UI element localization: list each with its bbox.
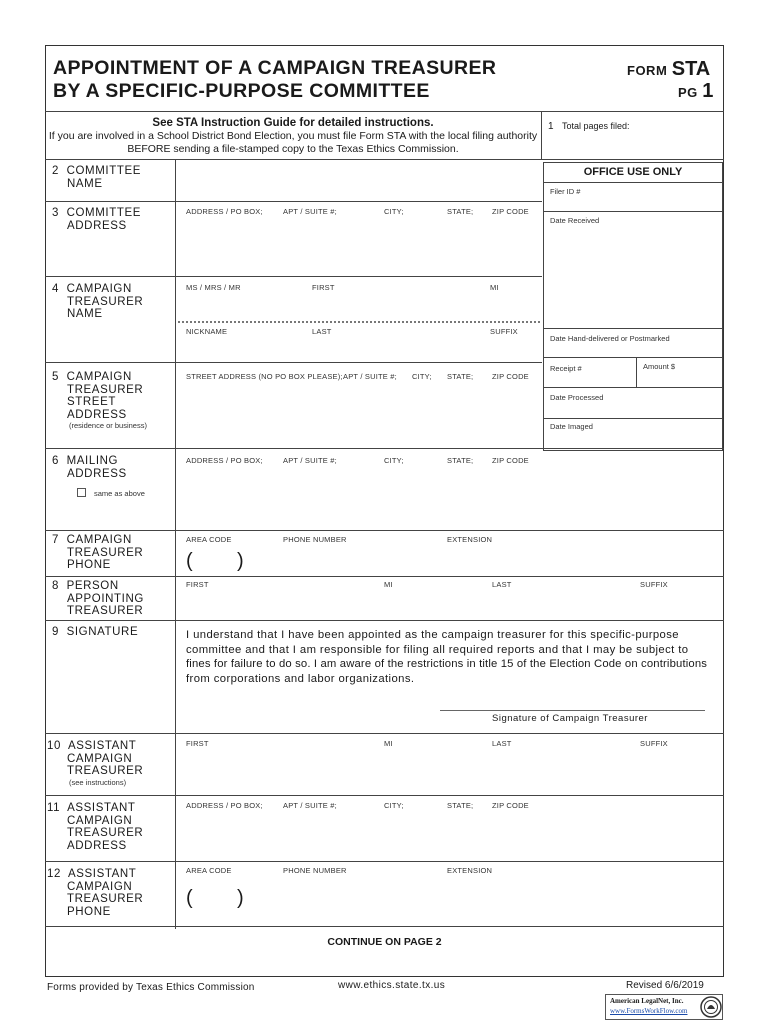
date-hand-delivered-label: Date Hand-delivered or Postmarked	[550, 334, 670, 343]
section-12-label-line4: PHONE	[67, 905, 111, 918]
section-4-label-line1: CAMPAIGN	[66, 283, 132, 295]
s5-note: (residence or business)	[69, 421, 147, 430]
committee-name-field[interactable]	[176, 160, 540, 200]
section-3-label-line2: ADDRESS	[67, 219, 127, 232]
section-7-label-line3: PHONE	[67, 559, 111, 571]
section-12-label-line3: TREASURER	[67, 893, 144, 905]
s8-first-caption: FIRST	[186, 580, 209, 589]
office-divider-a	[543, 182, 723, 183]
s12-area-caption: AREA CODE	[186, 866, 232, 875]
section-8-label	[52, 580, 144, 618]
section-7-label-line1: CAMPAIGN	[66, 534, 132, 546]
s7-area-close-paren: )	[237, 550, 244, 572]
total-pages-field[interactable]	[548, 116, 630, 134]
brand-line2[interactable]: www.FormsWorkFlow.com	[610, 1007, 688, 1015]
s4-suffix-caption: SUFFIX	[490, 327, 518, 336]
filer-id-label: Filer ID #	[550, 187, 581, 196]
section-6-label-line1: MAILING	[66, 455, 119, 467]
s3-apt-caption: APT / SUITE #;	[283, 207, 337, 216]
signature-caption: Signature of Campaign Treasurer	[492, 713, 648, 724]
section-7-label-line2: TREASURER	[67, 546, 144, 559]
assistant-treasurer-name-field[interactable]	[176, 750, 722, 792]
page-label: PG	[678, 85, 698, 100]
office-divider-f	[543, 387, 723, 388]
s4-last-caption: LAST	[312, 327, 332, 336]
instructions-line2: BEFORE sending a file-stamped copy to the Texas Ethics Commission.	[127, 143, 459, 155]
same-as-above-label: same as above	[94, 489, 145, 498]
section-10-label-line3: TREASURER	[67, 765, 144, 777]
s4-dotted-separator	[178, 321, 540, 323]
page-id	[678, 80, 713, 103]
office-use-box	[543, 162, 723, 451]
footer-website: www.ethics.state.tx.us	[338, 980, 446, 991]
s4-mi-caption: MI	[490, 283, 499, 292]
section-8-label-line3: TREASURER	[67, 605, 144, 617]
section-10-label-line2: CAMPAIGN	[67, 752, 133, 765]
assistant-treasurer-address-field[interactable]	[176, 812, 722, 858]
form-id	[627, 58, 710, 81]
instructions-line1: If you are involved in a School District Bond Election, you must file Form STA with the local filing authority	[48, 130, 538, 142]
section-3-label	[52, 207, 141, 232]
s10-first-caption: FIRST	[186, 739, 209, 748]
section-4-label-line3: NAME	[67, 308, 103, 320]
section-3-number: 3	[52, 207, 59, 219]
section-12-number: 12	[47, 868, 61, 880]
s10-note: (see instructions)	[69, 778, 127, 787]
treasurer-statement	[186, 628, 716, 686]
row-divider-7	[45, 576, 724, 577]
continue-note: CONTINUE ON PAGE 2	[327, 936, 442, 948]
s10-suffix-caption: SUFFIX	[640, 739, 668, 748]
s8-last-caption: LAST	[492, 580, 512, 589]
section-8-label-line2: APPOINTING	[67, 592, 144, 605]
s11-address-caption: ADDRESS / PO BOX;	[186, 801, 263, 810]
instructions	[46, 117, 540, 156]
signature-line	[440, 710, 705, 711]
row-divider-9	[45, 733, 724, 734]
section-9-number: 9	[52, 626, 59, 638]
s7-area-caption: AREA CODE	[186, 535, 232, 544]
assistant-treasurer-phone-field[interactable]	[176, 878, 722, 922]
form-label: FORM	[627, 63, 668, 78]
s5-state-caption: STATE;	[447, 372, 474, 381]
instructions-heading: See STA Instruction Guide for detailed instructions.	[152, 117, 434, 129]
section-5-label	[52, 371, 143, 421]
section-8-number: 8	[52, 580, 59, 592]
section-12-label-line1: ASSISTANT	[67, 868, 137, 880]
office-divider-c	[543, 328, 723, 329]
section-11-label-line4: ADDRESS	[67, 839, 127, 852]
total-pages-number: 1	[548, 121, 554, 132]
s11-city-caption: CITY;	[384, 801, 404, 810]
section-5-label-line4: ADDRESS	[67, 408, 127, 421]
section-5-label-line1: CAMPAIGN	[66, 371, 132, 383]
signature-field[interactable]	[440, 690, 705, 710]
statement-line1: I understand that I have been appointed as the campaign treasurer for this specific-purpose	[186, 629, 679, 641]
section-7-number: 7	[52, 534, 59, 546]
date-received-label: Date Received	[550, 216, 600, 225]
office-divider-e	[636, 357, 637, 387]
s5-street-caption: STREET ADDRESS (NO PO BOX PLEASE);	[186, 372, 343, 381]
section-10-label-line1: ASSISTANT	[67, 740, 137, 752]
row-divider-12	[45, 926, 724, 927]
section-6-label	[52, 455, 127, 480]
s3-state-caption: STATE;	[447, 207, 474, 216]
s10-last-caption: LAST	[492, 739, 512, 748]
section-4-label-line2: TREASURER	[67, 295, 144, 308]
footer-revised: Revised 6/6/2019	[626, 980, 704, 991]
row-divider-8	[45, 620, 724, 621]
person-appointing-name-field[interactable]	[176, 590, 722, 617]
s12-area-open-paren: (	[186, 887, 193, 909]
s6-zip-caption: ZIP CODE	[492, 456, 529, 465]
section-11-label-line3: TREASURER	[67, 827, 144, 839]
office-use-title: OFFICE USE ONLY	[583, 166, 683, 178]
s7-phone-caption: PHONE NUMBER	[283, 535, 347, 544]
section-10-label	[47, 740, 143, 778]
treasurer-phone-field[interactable]	[176, 546, 722, 574]
section-5-label-line3: STREET	[67, 396, 116, 408]
s5-zip-caption: ZIP CODE	[492, 372, 529, 381]
office-divider-d	[543, 357, 723, 358]
s12-phone-caption: PHONE NUMBER	[283, 866, 347, 875]
s12-area-close-paren: )	[237, 887, 244, 909]
section-9-label	[52, 626, 138, 639]
s6-apt-caption: APT / SUITE #;	[283, 456, 337, 465]
s11-apt-caption: APT / SUITE #;	[283, 801, 337, 810]
date-processed-label: Date Processed	[550, 393, 604, 402]
s3-city-caption: CITY;	[384, 207, 404, 216]
statement-line2: committee and that I am responsible for filing all required reports and that I may be subject to	[186, 643, 689, 656]
office-divider-b	[543, 211, 723, 212]
receipt-label: Receipt #	[550, 364, 582, 373]
s10-mi-caption: MI	[384, 739, 393, 748]
s5-city-caption: CITY;	[412, 372, 432, 381]
s11-zip-caption: ZIP CODE	[492, 801, 529, 810]
section-5-number: 5	[52, 371, 59, 383]
s8-suffix-caption: SUFFIX	[640, 580, 668, 589]
s6-state-caption: STATE;	[447, 456, 474, 465]
statement-line3: fines for failure to do so. I am aware of the restrictions in title 15 of the Election Code on contributions	[186, 658, 708, 670]
form-code: STA	[671, 58, 711, 80]
page-number: 1	[702, 80, 714, 102]
section-7-label	[52, 534, 143, 572]
s3-address-caption: ADDRESS / PO BOX;	[186, 207, 263, 216]
total-pages-label: Total pages filed:	[562, 121, 630, 131]
section-2-label-line2: NAME	[67, 177, 103, 190]
form-title-line1: APPOINTMENT OF A CAMPAIGN TREASURER	[53, 57, 497, 79]
section-3-label-line1: COMMITTEE	[66, 207, 141, 219]
brand-line1: American LegalNet, Inc.	[610, 997, 684, 1005]
section-2-number: 2	[52, 165, 59, 177]
office-divider-g	[543, 418, 723, 419]
section-2-label	[52, 165, 141, 190]
row-divider-6	[45, 530, 724, 531]
form-title-line2: BY A SPECIFIC-PURPOSE COMMITTEE	[53, 80, 430, 102]
row-divider-11	[45, 861, 724, 862]
footer-left: Forms provided by Texas Ethics Commission	[47, 982, 255, 993]
total-pages-divider	[541, 111, 542, 159]
header-divider	[45, 111, 724, 112]
section-11-label	[47, 802, 143, 852]
statement-line4: from corporations and labor organizations.	[186, 672, 415, 685]
section-6-label-line2: ADDRESS	[67, 467, 127, 480]
s11-state-caption: STATE;	[447, 801, 474, 810]
section-12-label-line2: CAMPAIGN	[67, 880, 133, 893]
section-10-number: 10	[47, 740, 61, 752]
s4-first-caption: FIRST	[312, 283, 335, 292]
section-11-number: 11	[47, 802, 61, 814]
s12-ext-caption: EXTENSION	[447, 866, 493, 875]
s8-mi-caption: MI	[384, 580, 393, 589]
s6-address-caption: ADDRESS / PO BOX;	[186, 456, 263, 465]
section-6-number: 6	[52, 455, 59, 467]
section-4-label	[52, 283, 143, 321]
brand-seal-icon	[700, 995, 722, 1019]
section-5-label-line2: TREASURER	[67, 383, 144, 396]
row-divider-10	[45, 795, 724, 796]
section-4-number: 4	[52, 283, 59, 295]
s4-nickname-caption: NICKNAME	[186, 327, 228, 336]
same-as-above-checkbox[interactable]	[77, 488, 86, 497]
s4-prefix-caption: MS / MRS / MR	[186, 283, 241, 292]
section-11-label-line2: CAMPAIGN	[67, 814, 133, 827]
section-8-label-line1: PERSON	[66, 580, 119, 592]
section-11-label-line1: ASSISTANT	[67, 802, 136, 814]
amount-label: Amount $	[643, 362, 676, 371]
s7-ext-caption: EXTENSION	[447, 535, 493, 544]
section-2-label-line1: COMMITTEE	[66, 165, 141, 177]
date-imaged-label: Date Imaged	[550, 422, 593, 431]
section-9-label-line1: SIGNATURE	[66, 626, 139, 638]
s3-zip-caption: ZIP CODE	[492, 207, 529, 216]
section-12-label	[47, 868, 143, 918]
s6-city-caption: CITY;	[384, 456, 404, 465]
s7-area-open-paren: (	[186, 550, 193, 572]
s5-apt-caption: APT / SUITE #;	[343, 372, 397, 381]
